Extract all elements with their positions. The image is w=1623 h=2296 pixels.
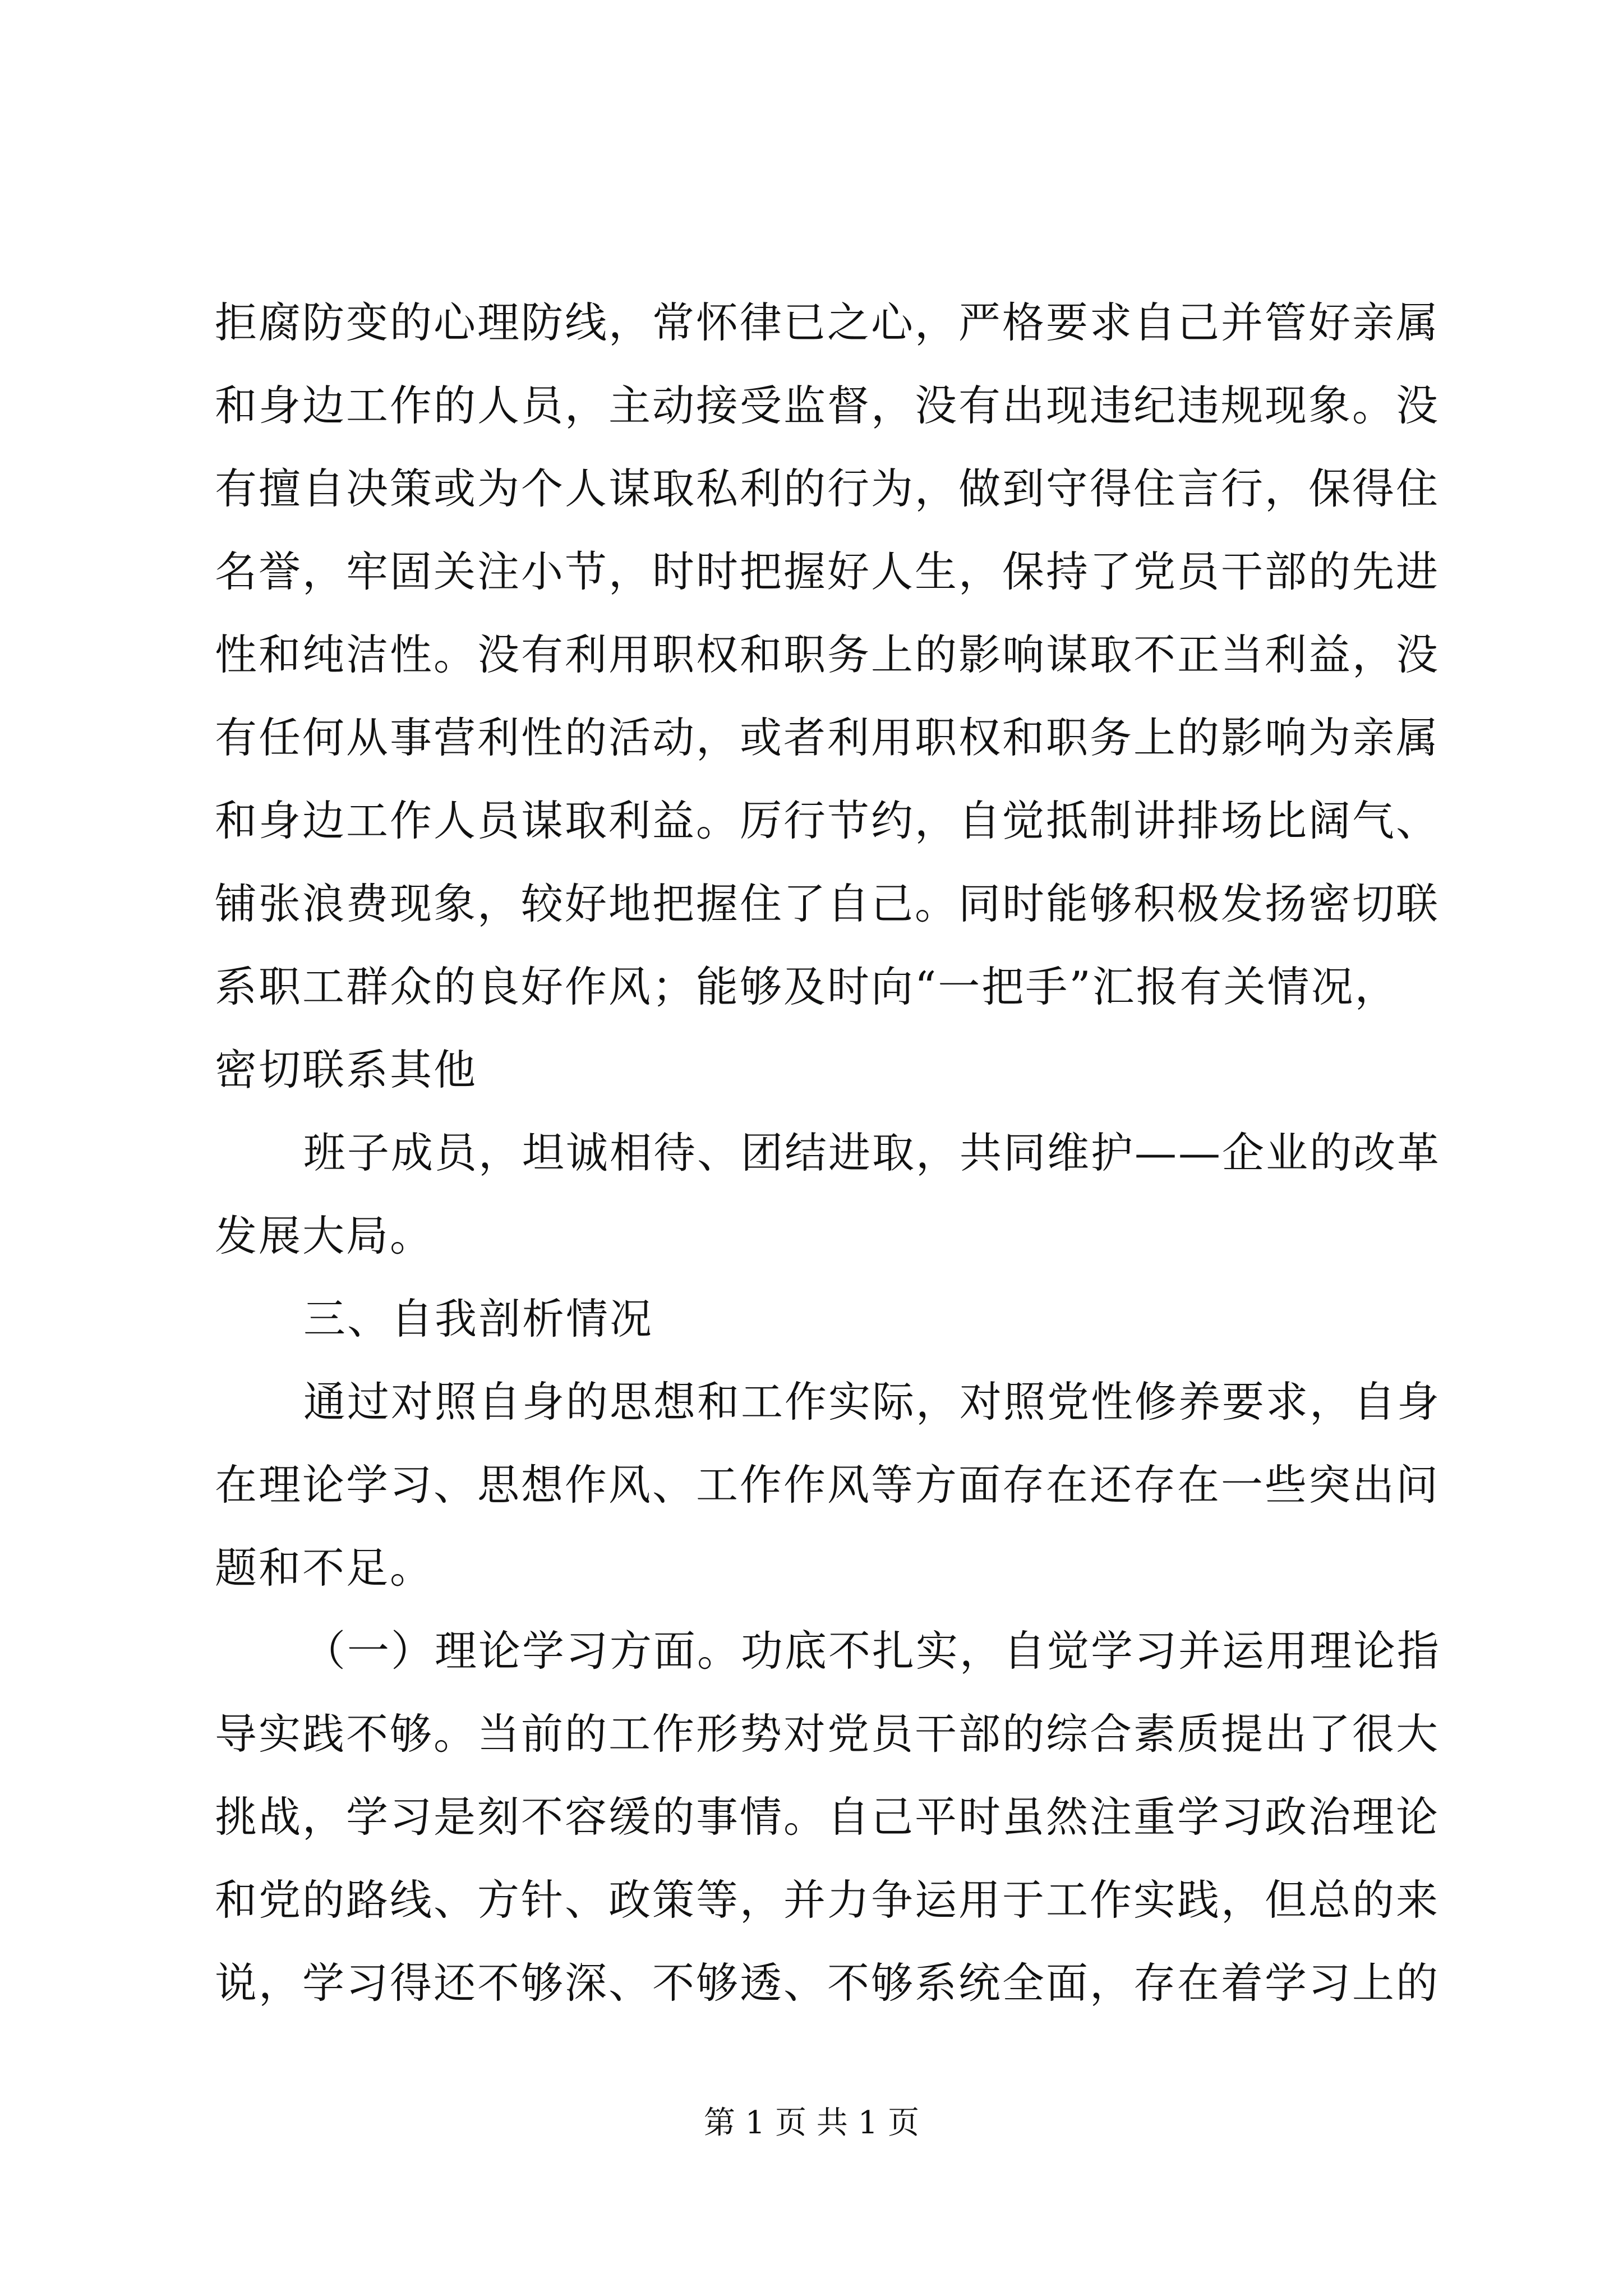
- text-line: 密切联系其他: [215, 1045, 478, 1094]
- text-line: 拒腐防变的心理防线，常怀律已之心，严格要求自己并管好亲属: [215, 298, 1440, 347]
- text-line: 和身边工作的人员，主动接受监督，没有出现违纪违规现象。没: [215, 381, 1440, 430]
- paragraph-first-line: 班子成员，坦诚相待、团结进取，共同维护——企业的改革: [303, 1128, 1441, 1177]
- text-line: 题和不足。: [215, 1543, 434, 1593]
- text-line: 名誉，牢固关注小节，时时把握好人生，保持了党员干部的先进: [215, 547, 1440, 596]
- text-line: 说，学习得还不够深、不够透、不够系统全面，存在着学习上的: [215, 1958, 1440, 2008]
- section-heading: 三、自我剖析情况: [303, 1294, 654, 1343]
- paragraph-first-line: 通过对照自身的思想和工作实际，对照党性修养要求，自身: [303, 1377, 1441, 1427]
- text-line: 有擅自决策或为个人谋取私利的行为，做到守得住言行，保得住: [215, 464, 1440, 513]
- text-line: 有任何从事营利性的活动，或者利用职权和职务上的影响为亲属: [215, 713, 1440, 762]
- subsection-first-line: （一）理论学习方面。功底不扎实，自觉学习并运用理论指: [303, 1626, 1441, 1676]
- text-line: 系职工群众的良好作风；能够及时向“一把手”汇报有关情况，: [215, 962, 1399, 1011]
- text-line: 发展大局。: [215, 1211, 434, 1260]
- text-line: 在理论学习、思想作风、工作作风等方面存在还存在一些突出问: [215, 1460, 1440, 1510]
- text-line: 性和纯洁性。没有利用职权和职务上的影响谋取不正当利益，没: [215, 630, 1440, 679]
- page-footer: 第 1 页 共 1 页: [703, 2105, 920, 2141]
- text-line: 导实践不够。当前的工作形势对党员干部的综合素质提出了很大: [215, 1709, 1440, 1759]
- text-line: 铺张浪费现象，较好地把握住了自己。同时能够积极发扬密切联: [215, 879, 1440, 928]
- text-line: 挑战，学习是刻不容缓的事情。自己平时虽然注重学习政治理论: [215, 1792, 1440, 1842]
- text-line: 和身边工作人员谋取利益。厉行节约，自觉抵制讲排场比阔气、: [215, 796, 1440, 845]
- text-line: 和党的路线、方针、政策等，并力争运用于工作实践，但总的来: [215, 1875, 1440, 1925]
